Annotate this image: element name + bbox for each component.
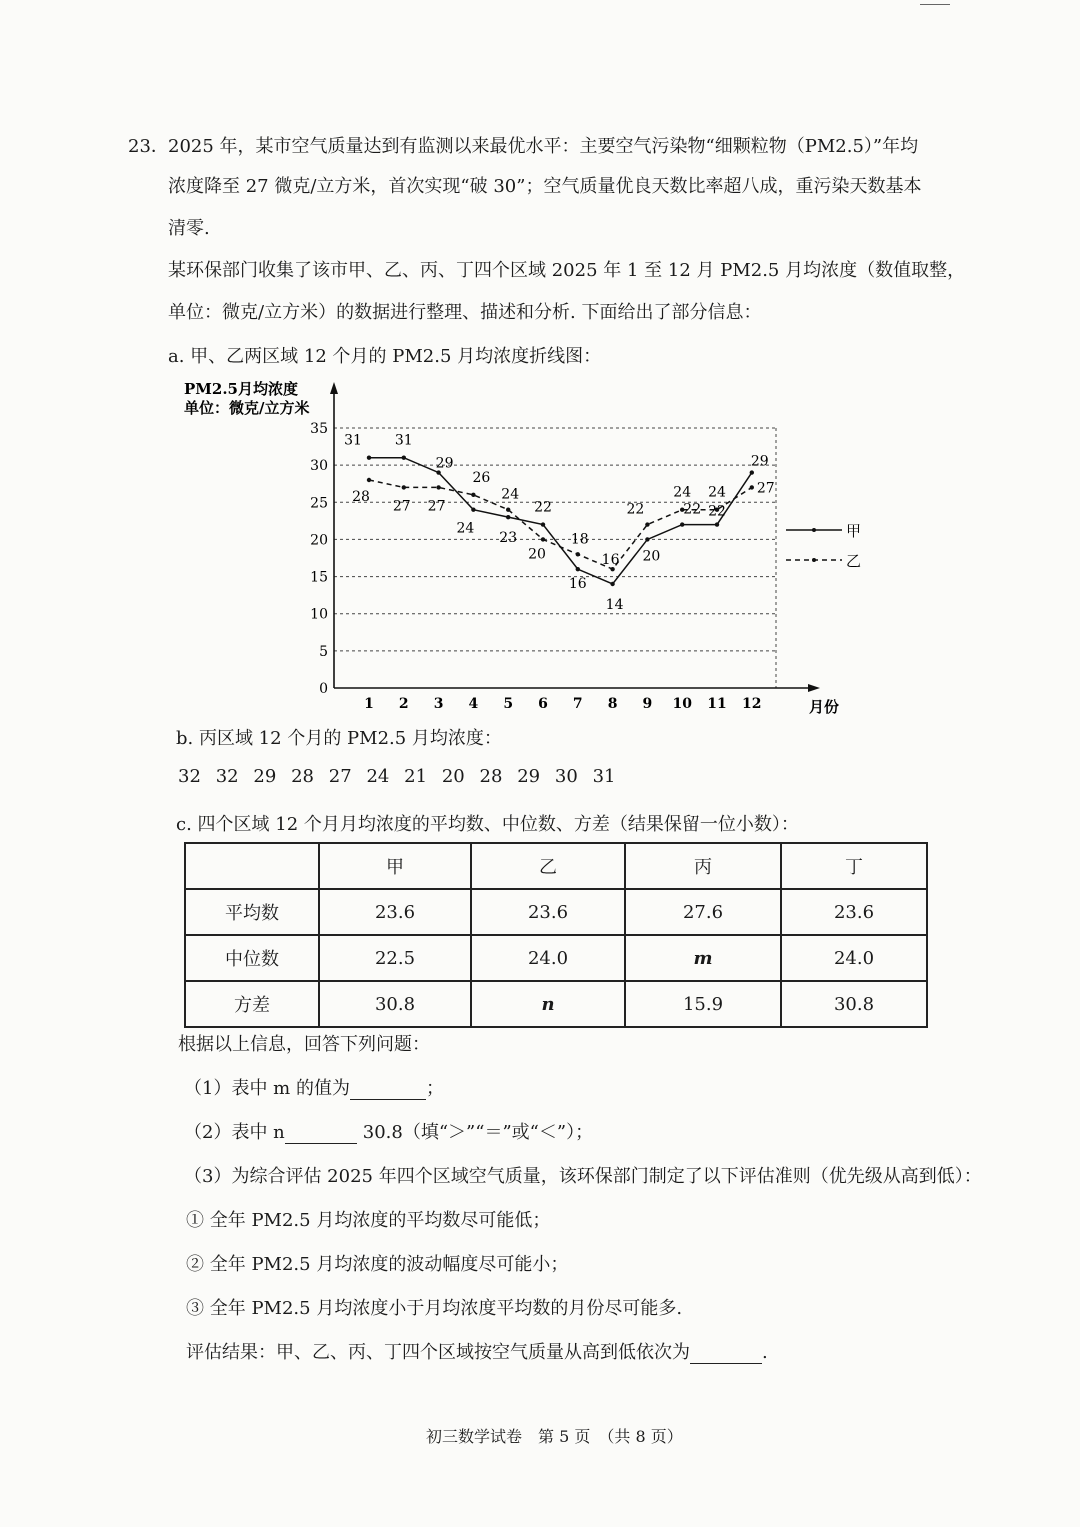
data-point: [471, 508, 475, 512]
bing-value: 31: [592, 766, 616, 787]
part-a-label: a. 甲、乙两区域 12 个月的 PM2.5 月均浓度折线图：: [168, 346, 602, 367]
data-point: [715, 522, 719, 526]
data-point: [576, 552, 580, 556]
bing-value: 27: [328, 766, 352, 787]
x-tick-label: 2: [398, 696, 409, 712]
criterion-2: ② 全年 PM2.5 月均浓度的波动幅度尽可能小；: [186, 1254, 569, 1275]
data-point: [680, 522, 684, 526]
data-point: [645, 537, 649, 541]
x-tick-label: 9: [642, 696, 653, 712]
data-label: 24: [501, 486, 520, 503]
x-tick-label: 4: [468, 696, 479, 712]
data-label: 22: [683, 501, 702, 518]
intro-line-4: 某环保部门收集了该市甲、乙、丙、丁四个区域 2025 年 1 至 12 月 PM2.5 月均浓度（数值取整，: [168, 260, 966, 281]
data-point: [610, 582, 614, 586]
question-3: （3）为综合评估 2025 年四个区域空气质量，该环保部门制定了以下评估准则（优先级从高到低）：: [184, 1166, 982, 1187]
x-axis-arrow: [808, 684, 820, 692]
y-tick-label: 35: [310, 421, 328, 437]
answer-blank-m[interactable]: [350, 1081, 426, 1100]
data-label: 16: [601, 552, 620, 569]
data-label: 22: [708, 503, 726, 520]
bing-value: 29: [253, 766, 277, 787]
table-row-variance: [185, 981, 927, 1027]
page-footer: 初三数学试卷 第 5 页 （共 8 页）: [426, 1427, 683, 1446]
answer-blank-ranking[interactable]: [690, 1345, 762, 1364]
answer-prompt: 根据以上信息，回答下列问题：: [178, 1034, 430, 1055]
part-b-label: b. 丙区域 12 个月的 PM2.5 月均浓度：: [176, 728, 502, 749]
table-header-yi: 乙: [471, 843, 625, 889]
table-cell: 24.0: [471, 935, 625, 981]
data-label: 20: [642, 548, 661, 565]
x-tick-label: 12: [742, 696, 762, 712]
evaluation-end: .: [762, 1342, 768, 1363]
intro-line-5: 单位：微克/立方米）的数据进行整理、描述和分析. 下面给出了部分信息：: [168, 302, 762, 323]
legend-label: 乙: [846, 552, 862, 570]
data-point: [750, 485, 754, 489]
intro-line-1: 2025 年，某市空气质量达到有监测以来最优水平：主要空气污染物“细颗粒物（PM2.5）”年均: [168, 136, 919, 157]
table-cell-n: n: [471, 981, 625, 1027]
bing-value: 28: [291, 766, 314, 787]
table-cell: 27.6: [625, 889, 781, 935]
bing-values-row: [178, 766, 630, 787]
data-point: [506, 515, 510, 519]
x-axis-label: 月份: [808, 698, 840, 716]
data-point: [541, 537, 545, 541]
bing-value: 32: [178, 766, 201, 787]
table-cell: 平均数: [185, 889, 319, 935]
question-1-end: ；: [425, 1078, 444, 1099]
bing-value: 29: [517, 766, 541, 787]
question-2-end: 30.8（填“＞”“＝”或“＜”）；: [362, 1122, 594, 1143]
table-cell: 23.6: [781, 889, 927, 935]
table-header-corner: [185, 843, 319, 889]
part-c-label: c. 四个区域 12 个月月均浓度的平均数、中位数、方差（结果保留一位小数）：: [176, 814, 799, 835]
data-point: [436, 485, 440, 489]
answer-blank-n[interactable]: [285, 1125, 357, 1144]
data-label: 16: [568, 576, 587, 593]
table-row-median: [185, 935, 927, 981]
table-cell: 23.6: [319, 889, 471, 935]
data-label: 23: [499, 530, 518, 547]
data-label: 31: [344, 432, 362, 449]
table-cell: 24.0: [781, 935, 927, 981]
data-label: 18: [570, 531, 589, 548]
data-label: 27: [392, 498, 411, 515]
line-chart: [160, 372, 880, 720]
criterion-1: ① 全年 PM2.5 月均浓度的平均数尽可能低；: [186, 1210, 551, 1231]
question-number: 23．: [128, 136, 169, 157]
y-tick-label: 10: [310, 606, 328, 623]
data-label: 20: [528, 546, 546, 563]
table-header-bing: 丙: [625, 843, 781, 889]
bing-value: 32: [215, 766, 239, 787]
x-tick-label: 1: [364, 696, 374, 712]
table-header-ding: 丁: [781, 843, 927, 889]
stats-table: [184, 842, 928, 1028]
y-tick-label: 20: [310, 532, 328, 549]
bing-value: 20: [441, 766, 465, 787]
table-header-jia: 甲: [319, 843, 471, 889]
bing-value: 21: [404, 766, 428, 787]
data-point: [402, 456, 406, 460]
x-tick-label: 11: [707, 696, 727, 712]
table-cell-m: m: [625, 935, 781, 981]
data-point: [367, 456, 371, 460]
x-tick-label: 7: [572, 696, 583, 712]
data-point: [645, 522, 649, 526]
data-point: [576, 567, 580, 571]
data-label: 14: [605, 597, 624, 613]
y-tick-label: 30: [310, 458, 328, 475]
series-line-甲: [369, 455, 752, 584]
question-1: [184, 1074, 444, 1100]
data-label: 27: [756, 480, 775, 497]
table-cell: 中位数: [185, 935, 319, 981]
data-label: 31: [394, 432, 413, 449]
data-label: 24: [708, 484, 726, 501]
data-point: [367, 478, 371, 482]
data-label: 26: [472, 469, 491, 486]
data-point: [541, 522, 545, 526]
data-label: 27: [427, 498, 446, 515]
x-tick-label: 6: [538, 696, 548, 712]
data-label: 24: [456, 520, 475, 537]
table-cell: 30.8: [781, 981, 927, 1027]
y-axis-unit: 单位：微克/立方米: [184, 399, 310, 417]
x-tick-label: 5: [503, 696, 514, 712]
bing-value: 28: [479, 766, 503, 787]
intro-line-2: 浓度降至 27 微克/立方米，首次实现“破 30”；空气质量优良天数比率超八成，重污染天数基本: [168, 176, 922, 197]
criterion-3: ③ 全年 PM2.5 月均浓度小于月均浓度平均数的月份尽可能多.: [186, 1298, 683, 1319]
legend-marker: [812, 528, 816, 532]
data-point: [506, 508, 510, 512]
table-cell: 30.8: [319, 981, 471, 1027]
evaluation-text: 评估结果：甲、乙、丙、丁四个区域按空气质量从高到低依次为: [186, 1342, 690, 1363]
legend-label: 甲: [846, 522, 862, 540]
data-label: 28: [352, 489, 370, 505]
table-header-row: [185, 843, 927, 889]
y-tick-label: 5: [319, 643, 328, 660]
evaluation-result: [186, 1338, 768, 1364]
data-point: [402, 485, 406, 489]
data-label: 22: [534, 499, 552, 516]
intro-line-3: 清零.: [168, 218, 210, 239]
table-cell: 22.5: [319, 935, 471, 981]
question-1-text: （1）表中 m 的值为: [184, 1078, 350, 1099]
legend-marker: [812, 558, 816, 562]
data-point: [471, 493, 475, 497]
x-tick-label: 8: [607, 696, 618, 712]
question-2: [184, 1118, 593, 1144]
data-point: [750, 470, 754, 474]
table-cell: 23.6: [471, 889, 625, 935]
y-axis-arrow: [330, 382, 338, 394]
data-label: 29: [435, 455, 454, 472]
data-label: 24: [673, 484, 692, 501]
data-label: 22: [626, 501, 645, 518]
y-tick-label: 25: [310, 495, 328, 512]
bing-value: 30: [554, 766, 578, 787]
corner-mark: [920, 4, 950, 5]
x-tick-label: 3: [433, 696, 444, 712]
data-label: 29: [750, 453, 769, 470]
y-axis-label: PM2.5月均浓度: [184, 380, 298, 398]
table-row-mean: [185, 889, 927, 935]
bing-value: 24: [366, 766, 390, 787]
table-cell: 15.9: [625, 981, 781, 1027]
question-2-text: （2）表中 n: [184, 1122, 285, 1143]
y-tick-label: 0: [319, 681, 328, 697]
table-cell: 方差: [185, 981, 319, 1027]
y-tick-label: 15: [310, 569, 328, 586]
x-tick-label: 10: [672, 696, 692, 712]
